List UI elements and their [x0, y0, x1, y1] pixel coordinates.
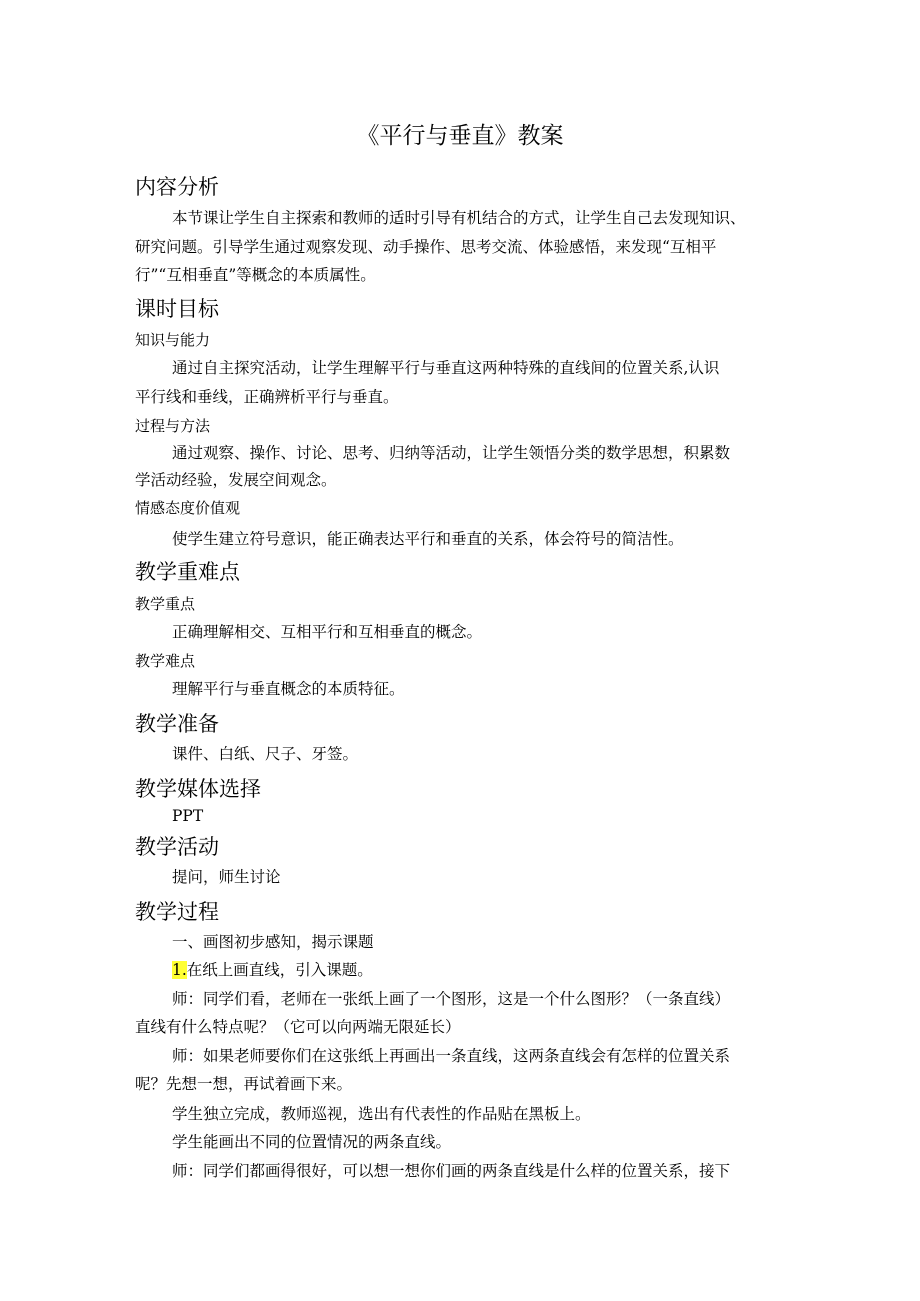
item-text: 在纸上画直线，引入课题。	[186, 961, 373, 979]
heading-objectives: 课时目标	[135, 297, 219, 321]
paragraph-line: 师：如果老师要你们在这张纸上再画出一条直线，这两条直线会有怎样的位置关系	[172, 1047, 731, 1065]
paragraph-line: 提问，师生讨论	[172, 868, 281, 886]
step-title: 一、画图初步感知，揭示课题	[172, 933, 374, 951]
paragraph-line: 学生独立完成，教师巡视，选出有代表性的作品贴在黑板上。	[172, 1105, 591, 1123]
paragraph-line: 通过自主探究活动，让学生理解平行与垂直这两种特殊的直线间的位置关系,认识	[172, 359, 720, 377]
paragraph-line: 师：同学们看，老师在一张纸上画了一个图形，这是一个什么图形？（一条直线）	[172, 990, 731, 1008]
paragraph-line: 研究问题。引导学生通过观察发现、动手操作、思考交流、体验感悟，来发现“互相平	[135, 238, 717, 256]
paragraph-line: 理解平行与垂直概念的本质特征。	[172, 680, 405, 698]
paragraph-line: 正确理解相交、互相平行和互相垂直的概念。	[172, 623, 483, 641]
item-number: 1.	[172, 961, 187, 979]
paragraph-line: 平行线和垂线，正确辨析平行与垂直。	[135, 388, 399, 406]
paragraph-line: 通过观察、操作、讨论、思考、归纳等活动，让学生领悟分类的数学思想，积累数	[172, 444, 731, 462]
paragraph-line: 学活动经验，发展空间观念。	[135, 471, 337, 489]
paragraph-line: PPT	[172, 807, 204, 825]
paragraph-line: 学生能画出不同的位置情况的两条直线。	[172, 1133, 452, 1151]
heading-content-analysis: 内容分析	[135, 175, 219, 199]
subheading-difficulty: 教学难点	[135, 652, 196, 670]
heading-key-points: 教学重难点	[135, 560, 240, 584]
document-title: 《平行与垂直》教案	[356, 123, 564, 149]
paragraph-line: 行”“互相垂直”等概念的本质属性。	[135, 266, 376, 284]
list-item	[172, 959, 824, 981]
paragraph-line: 呢？先想一想，再试着画下来。	[135, 1075, 353, 1093]
subheading-process: 过程与方法	[135, 417, 211, 435]
subheading-emotion: 情感态度价值观	[135, 499, 241, 517]
subheading-focus: 教学重点	[135, 595, 196, 613]
subheading-knowledge: 知识与能力	[135, 331, 211, 349]
heading-preparation: 教学准备	[135, 712, 219, 736]
heading-process: 教学过程	[135, 900, 219, 924]
paragraph-line: 师：同学们都画得很好，可以想一想你们画的两条直线是什么样的位置关系，接下	[172, 1162, 731, 1180]
paragraph-line: 本节课让学生自主探索和教师的适时引导有机结合的方式，让学生自己去发现知识、	[172, 209, 746, 227]
paragraph-line: 使学生建立符号意识，能正确表达平行和垂直的关系，体会符号的简洁性。	[172, 530, 684, 548]
heading-media: 教学媒体选择	[135, 777, 261, 801]
paragraph-line: 课件、白纸、尺子、牙签。	[172, 745, 359, 763]
heading-activities: 教学活动	[135, 835, 219, 859]
paragraph-line: 直线有什么特点呢？（它可以向两端无限延长）	[135, 1018, 461, 1036]
